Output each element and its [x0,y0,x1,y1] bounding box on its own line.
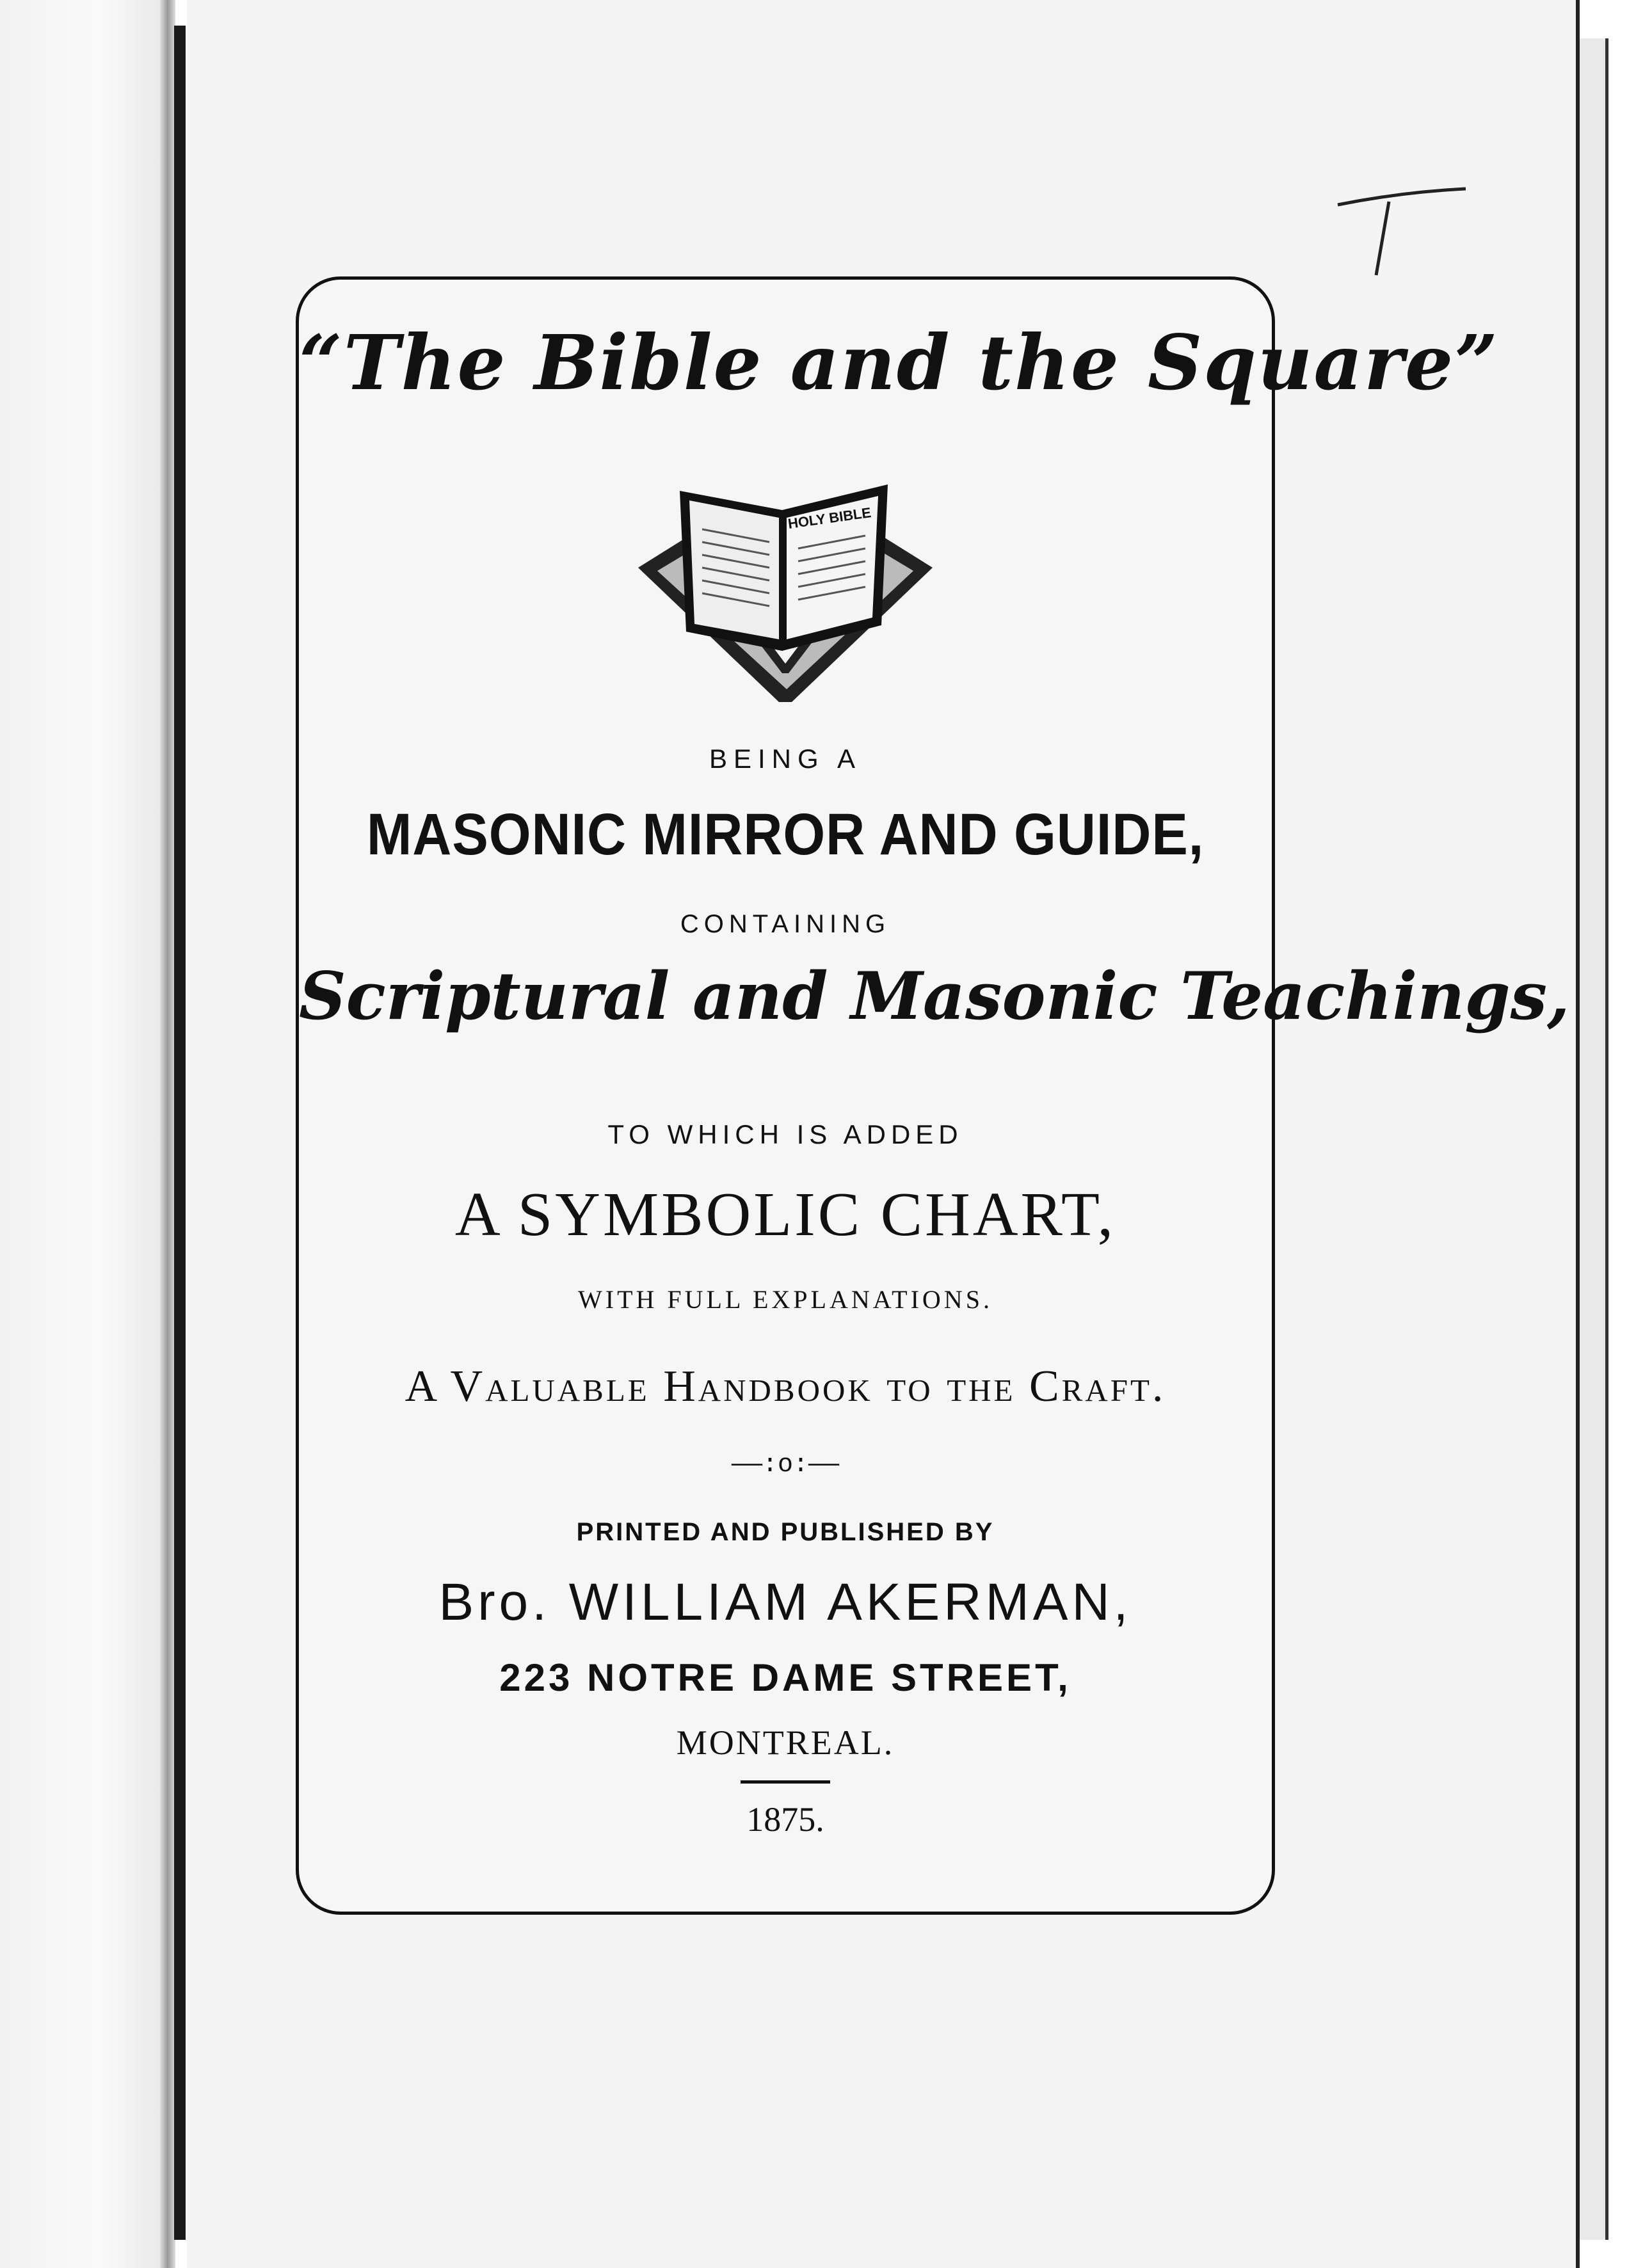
publisher-city: MONTREAL. [676,1723,895,1762]
emblem-label: HOLY BIBLE [787,504,872,532]
subtitle-symbolic-chart: A SYMBOLIC CHART, [454,1180,1116,1249]
subtitle-mirror: MASONIC MIRROR AND GUIDE, [366,802,1205,867]
publisher-name: Bro. WILLIAM AKERMAN, [438,1573,1132,1631]
explanations-line: WITH FULL EXPLANATIONS. [578,1285,993,1314]
bible-and-square-emblem [619,472,952,715]
containing-line: CONTAINING [680,910,891,938]
being-line: BEING A [709,744,862,774]
publisher-street: 223 NOTRE DAME STREET, [499,1656,1071,1699]
printed-by-line: PRINTED AND PUBLISHED BY [576,1518,995,1546]
margin-note-t [1331,179,1472,282]
right-page-edge [1580,38,1608,2240]
binding-gutter [160,0,175,2268]
year-rule [741,1780,830,1784]
ornamental-divider: ——:o:—— [731,1451,840,1480]
handbook-line: A Valuable Handbook to the Craft. [405,1362,1166,1411]
subtitle-teachings: Scriptural and Masonic Teachings, [299,958,1570,1035]
left-page-edge [0,0,166,2268]
book-title: “The Bible and the Square” [299,318,1500,407]
publication-year: 1875. [746,1800,824,1839]
added-line: TO WHICH IS ADDED [607,1119,963,1149]
binding-line [174,26,186,2240]
title-frame [296,276,1570,1915]
